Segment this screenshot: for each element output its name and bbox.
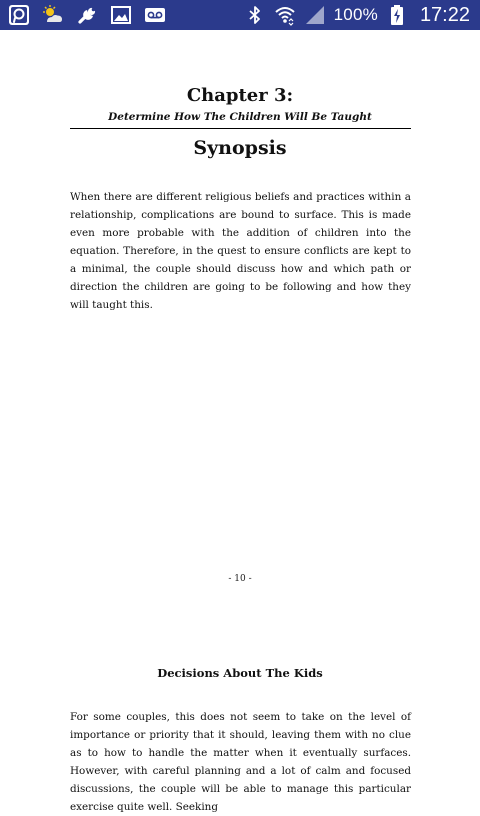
weather-icon [42,4,64,26]
section-heading: Decisions About The Kids [157,666,323,680]
status-bar [0,0,480,30]
chapter-title: Chapter 3: [186,85,294,106]
reader-page[interactable] [0,30,480,813]
battery-charging-icon [386,4,408,26]
notification-icons [0,4,166,26]
bluetooth-icon [244,4,266,26]
page-number: - 10 - [228,574,252,584]
chapter-subtitle: Determine How The Children Will Be Taught [108,111,372,123]
paragraph: For some couples, this does not seem to take on the level of importance or priority that it should, leaving them with no clue as to how to handle the matter when it eventually surfaces. However, with careful planning and a lot of calm and focused discussions, the couple will be able to manage this particular exercise quite well. Seeking [70,711,411,813]
wrench-icon [76,4,98,26]
app-icon [8,4,30,26]
clock: 17:22 [419,3,470,26]
paragraph: When there are different religious beliefs and practices within a relationship, complications are bound to surface. This is made even more probable with the addition of children into the equation. Therefore, in the quest to ensure conflicts are kept to a minimal, the couple should discuss how and which path or direction the children are going to be following and how they will taught this. [70,191,411,311]
battery-percent: 100% [333,5,378,24]
system-icons [244,4,480,27]
wifi-icon [274,4,296,26]
section-heading: Synopsis [193,137,287,159]
gallery-icon [110,4,132,26]
signal-icon [304,4,326,26]
title-divider [70,128,411,129]
voicemail-icon [144,4,166,26]
